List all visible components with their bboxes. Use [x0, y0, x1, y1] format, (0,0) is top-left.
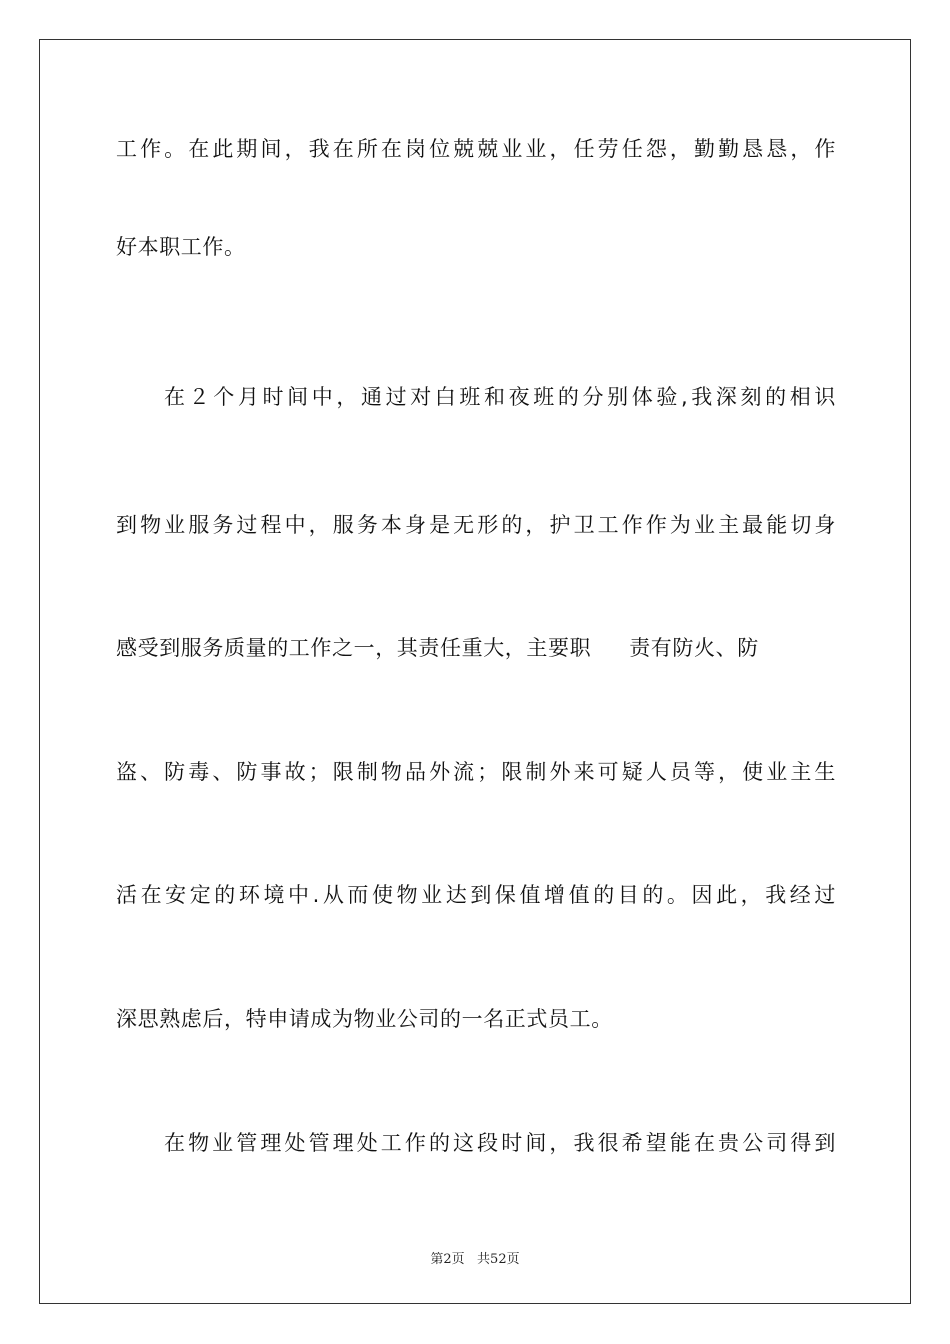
text-line	[116, 633, 836, 663]
text-line: 好本职工作。	[116, 235, 246, 259]
text-segment: 责有防火、防	[629, 636, 759, 660]
text-line: 在物业管理处管理处工作的这段时间，我很希望能在贵公司得到	[164, 1131, 836, 1155]
text-line: 到物业服务过程中，服务本身是无形的，护卫工作作为业主最能切身	[116, 513, 836, 537]
page-number-footer: 第2页 共52页	[430, 1252, 520, 1267]
text-line: 盗、防毒、防事故；限制物品外流；限制外来可疑人员等，使业主生	[116, 760, 836, 784]
text-line: 活在安定的环境中.从而使物业达到保值增值的目的。因此，我经过	[116, 883, 836, 907]
text-line: 深思熟虑后，特申请成为物业公司的一名正式员工。	[116, 1007, 613, 1031]
page-border	[39, 39, 911, 1304]
text-segment: 感受到服务质量的工作之一，其责任重大，主要职	[116, 636, 592, 660]
text-line: 工作。在此期间，我在所在岗位兢兢业业，任劳任怨，勤勤恳恳，作	[116, 137, 836, 161]
text-line: 在２个月时间中，通过对白班和夜班的分别体验,我深刻的相识	[164, 385, 836, 409]
